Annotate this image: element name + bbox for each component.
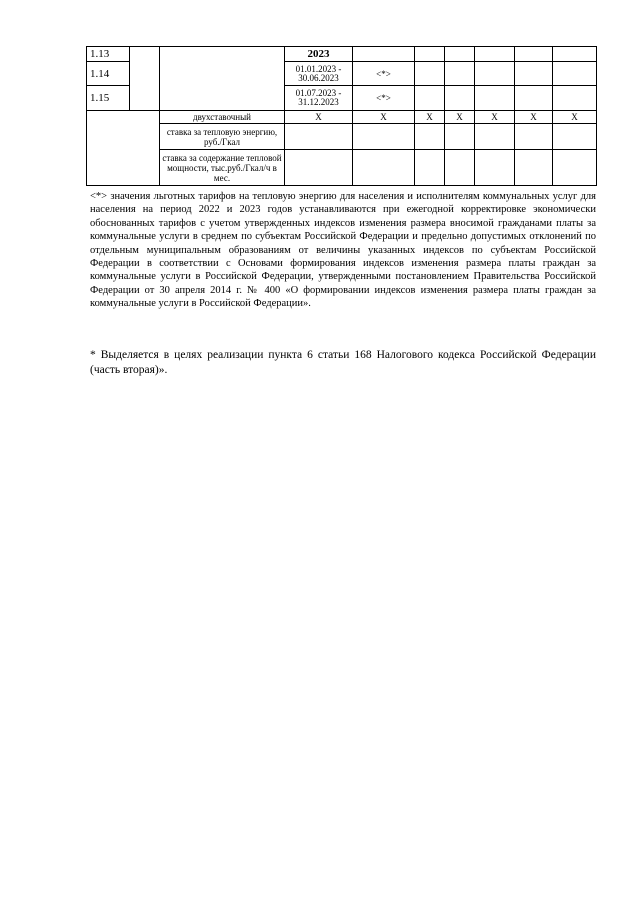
empty-cell [553,47,597,62]
tariff-table [86,46,597,186]
empty-cell [415,150,445,186]
table-row [87,150,597,186]
tax-code-note: * Выделяется в целях реализации пункта 6 статьи 168 Налогового кодекса Российской Федерации (часть вторая)». [90,349,596,376]
empty-cell [515,62,553,86]
table-row [87,124,597,150]
empty-cell [515,124,553,150]
two-part-label: двухставочный [160,111,285,124]
empty-cell [475,124,515,150]
period-cell: 01.07.2023 - 31.12.2023 [285,86,353,111]
x-mark: X [415,111,445,124]
x-mark: X [285,111,353,124]
row-number: 1.15 [87,86,130,111]
empty-cell [515,86,553,111]
empty-cell [415,47,445,62]
x-mark: X [353,111,415,124]
empty-cell [475,86,515,111]
empty-cell [445,62,475,86]
period-cell: 2023 [285,47,353,62]
empty-cell [515,47,553,62]
empty-cell [445,150,475,186]
empty-cell [415,124,445,150]
empty-cell [160,47,285,111]
empty-cell [553,86,597,111]
empty-cell [285,150,353,186]
rate-capacity-label: ставка за содержание тепловой мощности, тыс.руб./Гкал/ч в мес. [160,150,285,186]
value-cell [353,47,415,62]
empty-cell [553,150,597,186]
empty-cell [415,86,445,111]
empty-cell [475,150,515,186]
value-cell: <*> [353,62,415,86]
table-row [87,111,597,124]
period-cell: 01.01.2023 - 30.06.2023 [285,62,353,86]
empty-cell [285,124,353,150]
x-mark: X [515,111,553,124]
empty-cell [353,124,415,150]
row-number: 1.13 [87,47,130,62]
empty-cell [445,47,475,62]
table-row [87,47,597,62]
x-mark: X [475,111,515,124]
empty-cell [445,86,475,111]
rate-energy-label: ставка за тепловую энергию, руб./Гкал [160,124,285,150]
tariff-footnote: <*> значения льготных тарифов на тепловую энергию для населения и исполнителям коммунальных услуг для населения на период 2022 и 2023 годов устанавливаются при ежегодной корректировке экономически обоснованных тарифов с учетом утвержденных индексов изменения размера вносимой гражданами платы за коммунальные услуги в среднем по субъектам Российской Федерации и предельно допустимых отклонений по отдельным муниципальным образованиям от величины указанных индексов по субъектам Российской Федерации в соответствии с Основами формирования индексов изменения размера платы граждан за коммунальные услуги в Российской Федерации, утвержденными постановлением Правительства Российской Федерации от 30 апреля 2014 г. № 400 «О формировании индексов изменения размера платы граждан за коммунальные услуги в Российской Федерации». [90,191,596,310]
empty-cell [553,124,597,150]
empty-cell [87,111,160,186]
x-mark: X [553,111,597,124]
value-cell: <*> [353,86,415,111]
empty-cell [445,124,475,150]
row-number: 1.14 [87,62,130,86]
empty-cell [515,150,553,186]
empty-cell [353,150,415,186]
empty-cell [553,62,597,86]
x-mark: X [445,111,475,124]
empty-cell [475,62,515,86]
empty-cell [130,47,160,111]
empty-cell [415,62,445,86]
empty-cell [475,47,515,62]
